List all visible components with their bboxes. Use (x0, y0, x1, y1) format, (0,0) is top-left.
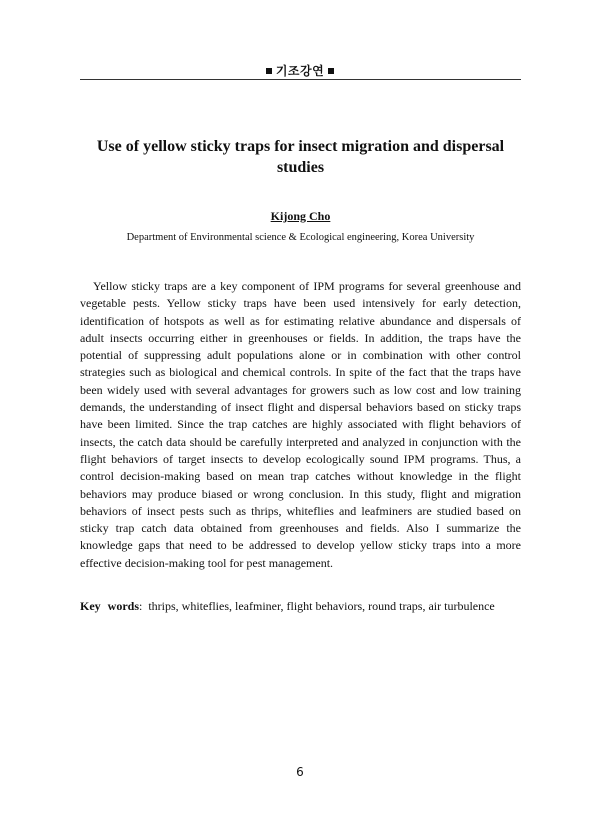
page-number: 6 (296, 765, 304, 779)
square-bullet-icon (328, 68, 334, 74)
keywords-line (80, 598, 521, 615)
header-rule (80, 79, 521, 80)
author-affiliation: Department of Environmental science & Ecological engineering, Korea University (126, 232, 475, 243)
author-name: Kijong Cho (270, 209, 331, 223)
paper-title: Use of yellow sticky traps for insect migration and dispersal studies (96, 138, 505, 176)
keywords-label: Key words (80, 599, 139, 613)
section-label: 기조강연 (275, 64, 325, 78)
keywords-colon: : (139, 599, 149, 613)
square-bullet-icon (266, 68, 272, 74)
running-header (0, 62, 600, 79)
keywords-list: thrips, whiteflies, leafminer, flight behaviors, round traps, air turbulence (148, 599, 495, 613)
abstract-text: Yellow sticky traps are a key component of IPM programs for several greenhouse and vegetable pests. Yellow sticky traps have been used intensively for early detection, identification of hotspots as well as for estimating relative abundance and dispersals of adult insects occurring either in greenhouses or fields. In addition, the traps have the potential of suppressing adult populations alone or in combination with other control strategies such as biological and chemical controls. In spite of the fact that the traps have been widely used with several advantages for growers such as low cost and low training demands, the understanding of insect flight and dispersal behaviors based on sticky traps have been limited. Since the trap catches are highly associated with flight behaviors of insects, the catch data should be carefully interpreted and analyzed in conjunction with the flight behaviors of target insects to develop ecologically sound IPM programs. Thus, a control decision-making based on mean trap catches without knowledge in the flight behaviors may produce biased or wrong conclusion. In this study, flight and migration behaviors of insect pests such as thrips, whiteflies and leafminers are studied based on sticky trap catch data obtained from greenhouses and fields. Also I summarize the knowledge gaps that need to be addressed to develop yellow sticky traps into a more effective decision-making tool for pest management. (80, 279, 521, 570)
